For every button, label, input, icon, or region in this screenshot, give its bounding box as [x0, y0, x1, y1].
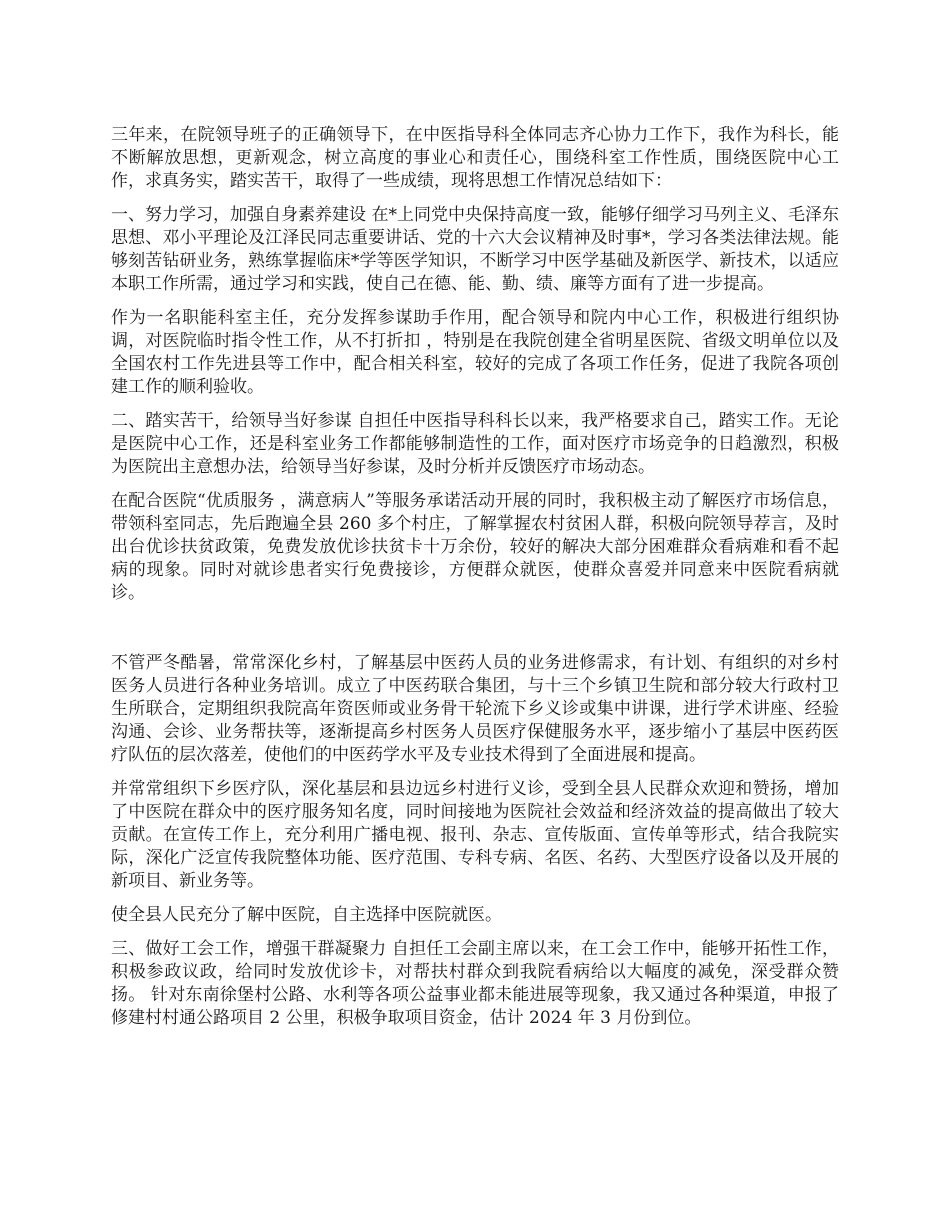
paragraph-county-awareness: 使全县人民充分了解中医院，自主选择中医院就医。: [111, 905, 502, 925]
document-body: [111, 124, 839, 1041]
paragraph-department-director: 作为一名职能科室主任，充分发挥参谋助手作用，配合领导和院内中心工作，积极进行组织协调，对医院临时指令性工作，从不打折扣 ，特别是在我院创建全省明星医院、省级文明单位以及全国农村工作先进县等工作中，配合相关科室，较好的完成了各项工作任务，促进了我院各项创建工作的顺利验收。: [111, 308, 839, 397]
paragraph-quality-service: 在配合医院“优质服务 ，满意病人”等服务承诺活动开展的同时，我积极主动了解医疗市场信息，带领科室同志，先后跑遍全县 260 多个村庄，了解掌握农村贫困人群，积极向院领导荐言，及时出台优诊扶贫政策，免费发放优诊扶贫卡十万余份，较好的解决大部分困难群众看病难和看不起病的现象。同时对就诊患者实行免费接诊，方便群众就医，使群众喜爱并同意来中医院看病就诊。: [111, 491, 839, 603]
paragraph-section-2-hard-work: 二、踏实苦干，给领导当好参谋 自担任中医指导科科长以来，我严格要求自己，踏实工作。无论是医院中心工作，还是科室业务工作都能够制造性的工作，面对医疗市场竞争的日趋激烈，积极为医院出主意想办法，给领导当好参谋，及时分析并反馈医疗市场动态。: [111, 411, 839, 477]
paragraph-section-1-study: 一、努力学习，加强自身素养建设 在*上同党中央保持高度一致，能够仔细学习马列主义、毛泽东思想、邓小平理论及江泽民同志重要讲话、党的十六大会议精神及时事*，学习各类法律法规。能够刻苦钻研业务，熟练掌握临床*学等医学知识，不断学习中医学基础及新医学、新技术，以适应本职工作所需，通过学习和实践，使自己在德、能、勤、绩、廉等方面有了进一步提高。: [111, 205, 839, 294]
paragraph-medical-team: 并常常组织下乡医疗队，深化基层和县边远乡村进行义诊，受到全县人民群众欢迎和赞扬，增加了中医院在群众中的医疗服务知名度，同时间接地为医院社会效益和经济效益的提高做出了较大贡献。在宣传工作上，充分利用广播电视、报刊、杂志、宣传版面、宣传单等形式，结合我院实际，深化广泛宣传我院整体功能、医疗范围、专科专病、名医、名药、大型医疗设备以及开展的新项目、新业务等。: [111, 779, 839, 891]
section-spacer: [111, 616, 839, 652]
paragraph-section-3-union: 三、做好工会工作，增强干群凝聚力 自担任工会副主席以来，在工会工作中，能够开拓性工作，积极参政议政，给同时发放优诊卡，对帮扶村群众到我院看病给以大幅度的减免，深受群众赞扬。 针对东南徐堡村公路、水利等各项公益事业都未能进展等现象，我又通过各种渠道，申报了修建村村通公路项目 2 公里，积极争取项目资金，估计 2024 年 3 月份到位。: [111, 939, 839, 1028]
paragraph-rural-training: 不管严冬酷暑，常常深化乡村，了解基层中医药人员的业务进修需求，有计划、有组织的对乡村医务人员进行各种业务培训。成立了中医药联合集团，与十三个乡镇卫生院和部分较大行政村卫生所联合，定期组织我院高年资医师或业务骨干轮流下乡义诊或集中讲课，进行学术讲座、经验沟通、会诊、业务帮扶等，逐渐提高乡村医务人员医疗保健服务水平，逐步缩小了基层中医药医疗队伍的层次落差，使他们的中医药学水平及专业技术得到了全面进展和提高。: [111, 653, 839, 765]
paragraph-intro: 三年来，在院领导班子的正确领导下，在中医指导科全体同志齐心协力工作下，我作为科长，能不断解放思想，更新观念，树立高度的事业心和责任心，围绕科室工作性质，围绕医院中心工作，求真务实，踏实苦干，取得了一些成绩，现将思想工作情况总结如下：: [111, 125, 839, 191]
